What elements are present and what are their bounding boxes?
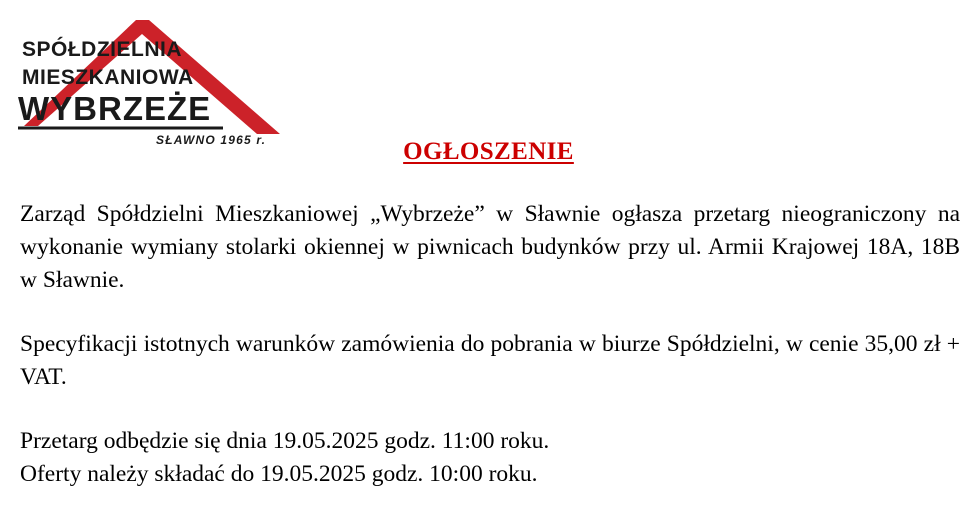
paragraph-spacer-2 — [20, 394, 960, 425]
paragraph-2: Specyfikacji istotnych warunków zamówienia do pobrania w biurze Spółdzielni, w cenie 35,00 zł + VAT. — [20, 331, 960, 390]
logo-line1: SPÓŁDZIELNIA — [22, 38, 183, 61]
logo-line2: MIESZKANIOWA — [22, 66, 194, 89]
paragraph-1: Zarząd Spółdzielni Mieszkaniowej „Wybrzeże” w Sławnie ogłasza przetarg nieograniczony na wykonanie wymiany stolarki okiennej w piwnicach budynków przy ul. Armii Krajowej 18A, 18B w Sławnie. — [20, 201, 960, 293]
logo-line3: WYBRZEŻE — [18, 90, 212, 127]
paragraph-spacer-1 — [20, 297, 960, 328]
logo-line4: SŁAWNO 1965 r. — [156, 133, 267, 147]
auction-date-line: Przetarg odbędzie się dnia 19.05.2025 godz. 11:00 roku. — [20, 428, 550, 454]
logo-graphic — [8, 8, 298, 148]
offer-deadline-line: Oferty należy składać do 19.05.2025 godz. 10:00 roku. — [20, 461, 538, 487]
cooperative-logo — [8, 8, 298, 148]
page-title: OGŁOSZENIE — [403, 138, 574, 165]
announcement-body — [20, 198, 960, 491]
